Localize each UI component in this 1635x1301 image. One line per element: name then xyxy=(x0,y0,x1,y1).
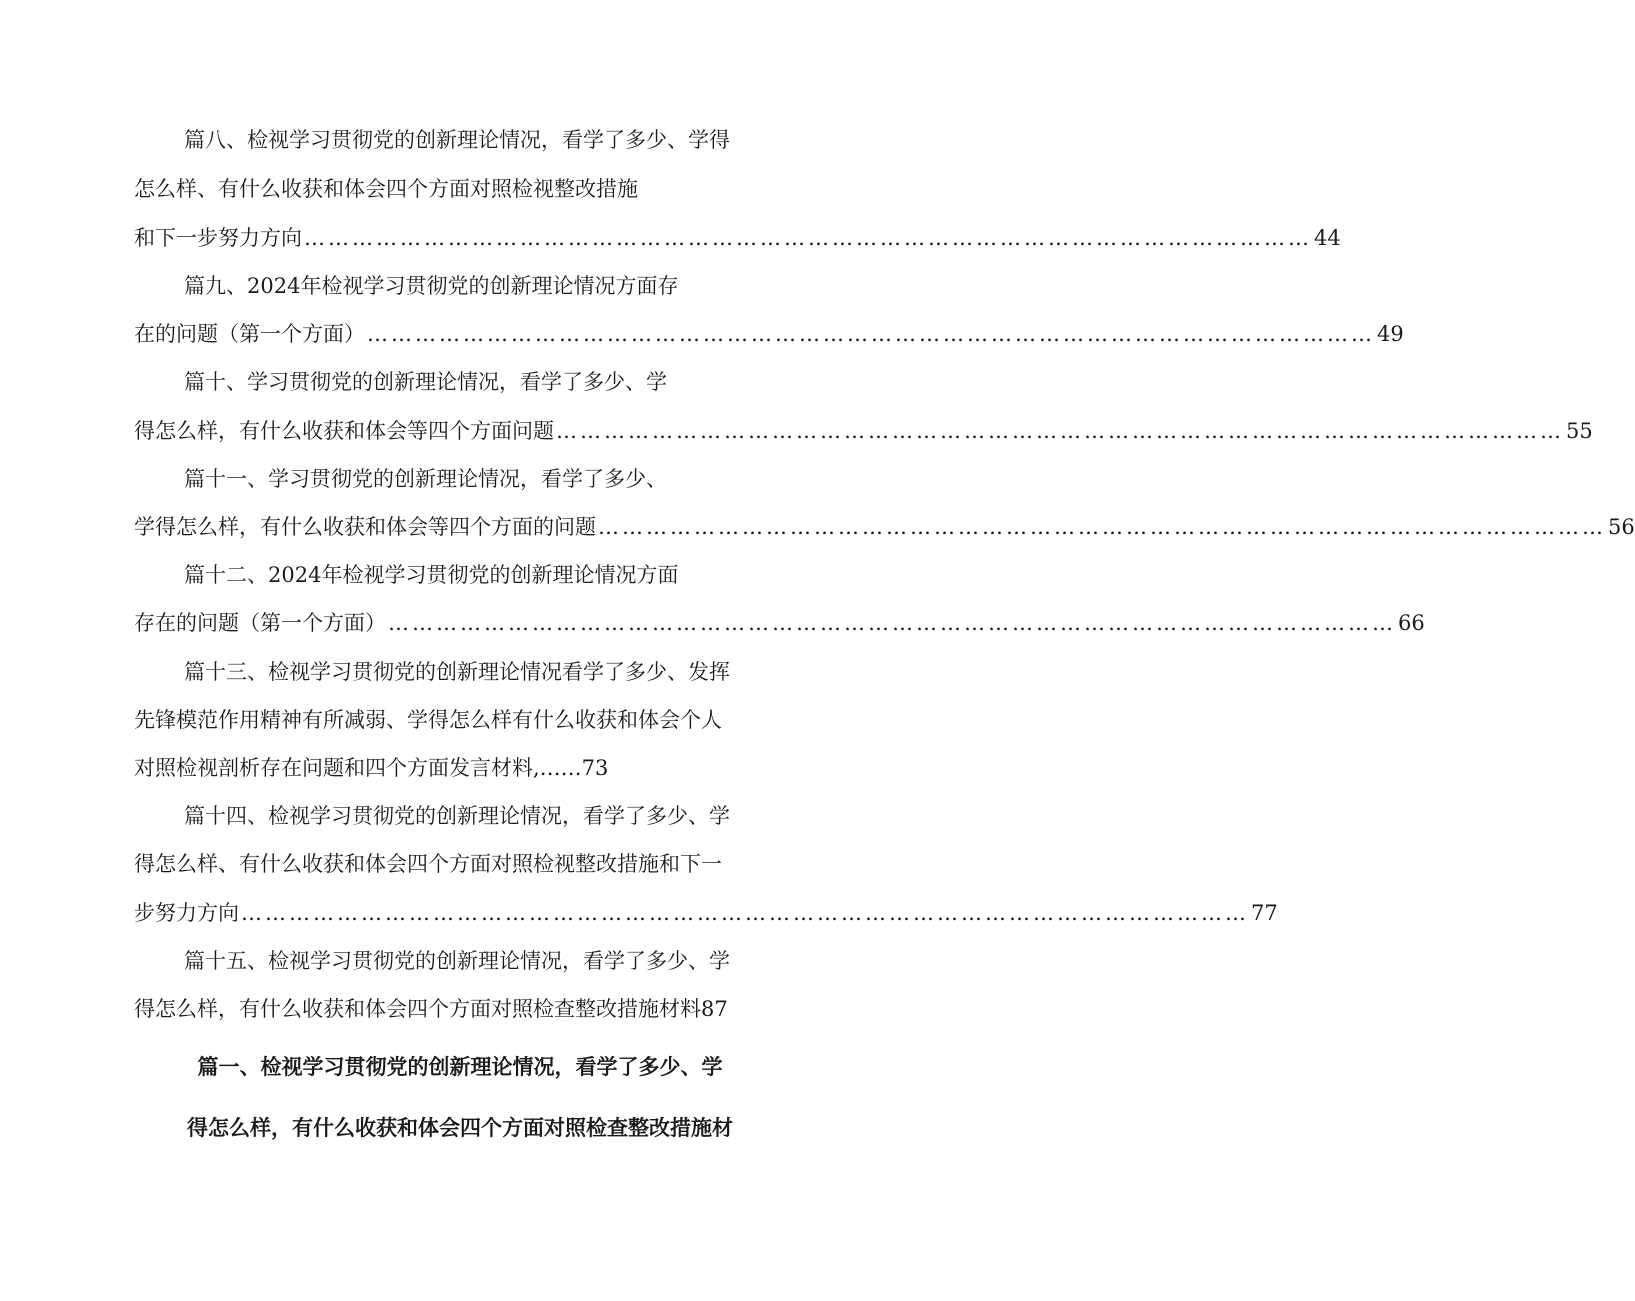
toc-entry-12-last-line[interactable] xyxy=(134,603,1425,643)
dot-leader: ……………………………………………………………………………………………………………… xyxy=(241,901,1249,925)
toc-entry-8-line-2: 怎么样、有什么收获和体会四个方面对照检视整改措施 xyxy=(134,177,638,201)
toc-entry-13-line-2: 先锋模范作用精神有所减弱、学得怎么样有什么收获和体会个人 xyxy=(134,708,722,732)
section-heading-line-2: 得怎么样，有什么收获和体会四个方面对照检查整改措施材 xyxy=(187,1115,733,1140)
toc-entry-14-last-line[interactable] xyxy=(134,893,1278,933)
dot-leader: ……………………………………………………………………………………………………………… xyxy=(598,515,1606,539)
toc-entry-14-line-1: 篇十四、检视学习贯彻党的创新理论情况，看学了多少、学 xyxy=(184,804,730,828)
toc-entry-12-text: 存在的问题（第一个方面） xyxy=(134,611,386,635)
toc-entry-8-last-line[interactable] xyxy=(134,218,1341,258)
toc-entry-14-line-2: 得怎么样、有什么收获和体会四个方面对照检视整改措施和下一 xyxy=(134,852,722,876)
dot-leader: ……………………………………………………………………………………………………………… xyxy=(304,226,1312,250)
toc-entry-9-text: 在的问题（第一个方面） xyxy=(134,322,365,346)
toc-entry-11-page: 56 xyxy=(1608,515,1635,539)
toc-entry-14-text: 步努力方向 xyxy=(134,901,239,925)
toc-entry-10-text: 得怎么样，有什么收获和体会等四个方面问题 xyxy=(134,419,554,443)
toc-entry-14-page: 77 xyxy=(1251,901,1278,925)
section-heading-line-1: 篇一、检视学习贯彻党的创新理论情况，看学了多少、学 xyxy=(197,1054,723,1079)
toc-entry-13-line-1: 篇十三、检视学习贯彻党的创新理论情况看学了多少、发挥 xyxy=(184,660,730,684)
toc-entry-15-last-line[interactable]: 得怎么样，有什么收获和体会四个方面对照检查整改措施材料87 xyxy=(134,997,728,1021)
toc-entry-9-line-1: 篇九、2024年检视学习贯彻党的创新理论情况方面存 xyxy=(184,274,679,298)
toc-entry-10-last-line[interactable] xyxy=(134,411,1593,451)
toc-entry-8-page: 44 xyxy=(1314,226,1341,250)
toc-entry-12-line-1: 篇十二、2024年检视学习贯彻党的创新理论情况方面 xyxy=(184,563,679,587)
toc-entry-11-last-line[interactable] xyxy=(134,507,1635,547)
toc-entry-9-page: 49 xyxy=(1377,322,1404,346)
toc-entry-9-last-line[interactable] xyxy=(134,314,1404,354)
dot-leader: ……………………………………………………………………………………………………………… xyxy=(388,611,1396,635)
toc-entry-13-last-line[interactable]: 对照检视剖析存在问题和四个方面发言材料,……73 xyxy=(134,756,609,780)
toc-entry-11-text: 学得怎么样，有什么收获和体会等四个方面的问题 xyxy=(134,515,596,539)
toc-entry-8-line-1: 篇八、检视学习贯彻党的创新理论情况，看学了多少、学得 xyxy=(184,128,730,152)
toc-entry-8-text: 和下一步努力方向 xyxy=(134,226,302,250)
dot-leader: ……………………………………………………………………………………………………………… xyxy=(367,322,1375,346)
toc-entry-12-page: 66 xyxy=(1398,611,1425,635)
toc-entry-15-line-1: 篇十五、检视学习贯彻党的创新理论情况，看学了多少、学 xyxy=(184,949,730,973)
toc-entry-10-page: 55 xyxy=(1566,419,1593,443)
dot-leader: ……………………………………………………………………………………………………………… xyxy=(556,419,1564,443)
toc-entry-10-line-1: 篇十、学习贯彻党的创新理论情况，看学了多少、学 xyxy=(184,370,667,394)
toc-entry-11-line-1: 篇十一、学习贯彻党的创新理论情况，看学了多少、 xyxy=(184,467,667,491)
